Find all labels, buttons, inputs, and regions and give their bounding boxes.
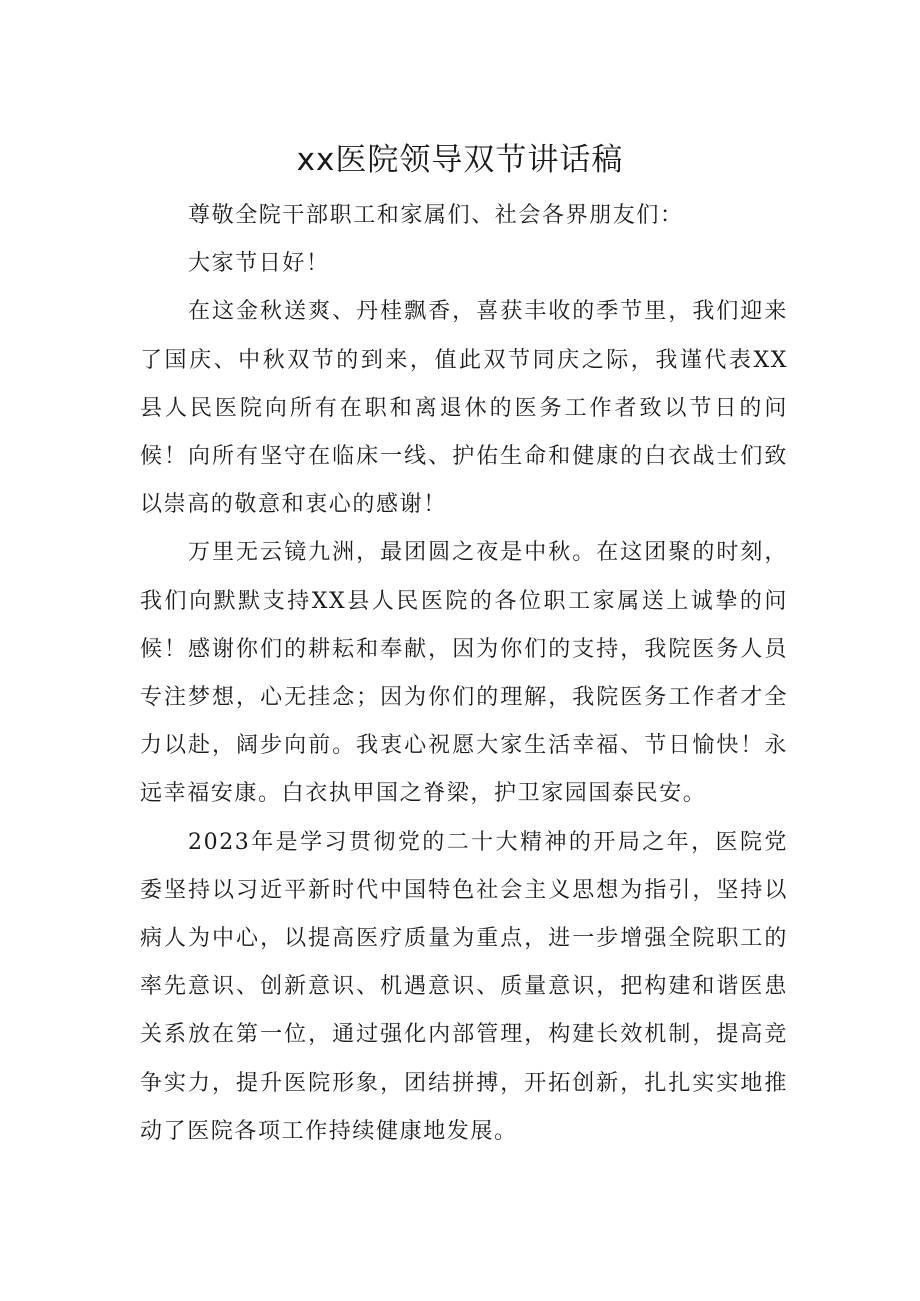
greeting-paragraph: 大家节日好！ (188, 251, 330, 277)
document-title: xx医院领导双节讲话稿 (296, 142, 624, 178)
body-paragraph-1: 在这金秋送爽、丹桂飘香，喜获丰收的季节里，我们迎来了国庆、中秋双节的到来，值此双节同庆之际，我谨代表XX县人民医院向所有在职和离退休的医务工作者致以节日的问候！向所有坚守在临床一线、护佑生命和健康的白衣战士们致以崇高的敬意和衷心的感谢！ (140, 299, 788, 518)
body-paragraph-3: 2023年是学习贯彻党的二十大精神的开局之年，医院党委坚持以习近平新时代中国特色社会主义思想为指引，坚持以病人为中心，以提高医疗质量为重点，进一步增强全院职工的率先意识、创新意识、机遇意识、质量意识，把构建和谐医患关系放在第一位，通过强化内部管理，构建长效机制，提高竞争实力，提升医院形象，团结拼搏，开拓创新，扎扎实实地推动了医院各项工作持续健康地发展。 (140, 829, 788, 1144)
body-paragraph-2: 万里无云镜九洲，最团圆之夜是中秋。在这团聚的时刻，我们向默默支持XX县人民医院的各位职工家属送上诚挚的问候！感谢你们的耕耘和奉献，因为你们的支持，我院医务人员专注梦想，心无挂念；因为你们的理解，我院医务工作者才全力以赴，阔步向前。我衷心祝愿大家生活幸福、节日愉快！永远幸福安康。白衣执甲国之脊梁，护卫家园国泰民安。 (140, 540, 788, 807)
document-body (140, 192, 788, 1156)
salutation-paragraph: 尊敬全院干部职工和家属们、社会各界朋友们： (188, 203, 684, 228)
